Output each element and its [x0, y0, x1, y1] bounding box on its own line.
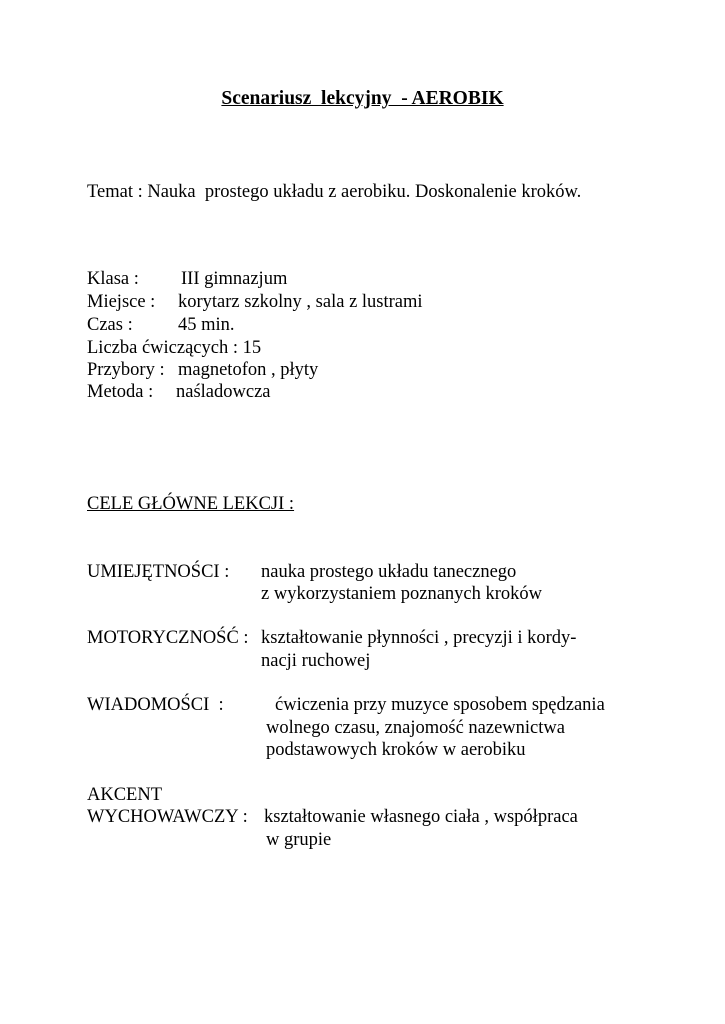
- motorycznosc-line-2: nacji ruchowej: [261, 651, 371, 671]
- akcent-line-2: w grupie: [266, 830, 332, 850]
- wiadomosci-line-1: ćwiczenia przy muzyce sposobem spędzania: [275, 695, 605, 715]
- czas-label: Czas :: [87, 315, 133, 335]
- motorycznosc-label: MOTORYCZNOŚĆ :: [87, 628, 249, 648]
- miejsce-value: korytarz szkolny , sala z lustrami: [178, 292, 423, 312]
- akcent-label-1: AKCENT: [87, 785, 163, 805]
- czas-value: 45 min.: [178, 315, 235, 335]
- akcent-label-2: WYCHOWAWCZY :: [87, 807, 248, 827]
- wiadomosci-line-3: podstawowych kroków w aerobiku: [266, 740, 526, 760]
- umiejetnosci-label: UMIEJĘTNOŚCI :: [87, 562, 230, 582]
- document-title: Scenariusz lekcyjny - AEROBIK: [221, 88, 504, 109]
- wiadomosci-line-2: wolnego czasu, znajomość nazewnictwa: [266, 718, 565, 738]
- akcent-line-1: kształtowanie własnego ciała , współpraca: [264, 807, 578, 827]
- liczba-cwiczacych: Liczba ćwiczących : 15: [87, 338, 262, 358]
- wiadomosci-label: WIADOMOŚCI :: [87, 695, 224, 715]
- metoda-value: naśladowcza: [176, 382, 271, 402]
- przybory-label: Przybory :: [87, 360, 165, 380]
- metoda-label: Metoda :: [87, 382, 154, 402]
- umiejetnosci-line-2: z wykorzystaniem poznanych kroków: [261, 584, 543, 604]
- przybory-value: magnetofon , płyty: [178, 360, 319, 380]
- klasa-value: III gimnazjum: [181, 269, 288, 289]
- miejsce-label: Miejsce :: [87, 292, 156, 312]
- motorycznosc-line-1: kształtowanie płynności , precyzji i kordy-: [261, 628, 577, 648]
- klasa-label: Klasa :: [87, 269, 139, 289]
- lesson-topic: Temat : Nauka prostego układu z aerobiku. Doskonalenie kroków.: [87, 182, 582, 202]
- goals-heading: CELE GŁÓWNE LEKCJI :: [87, 494, 295, 514]
- umiejetnosci-line-1: nauka prostego układu tanecznego: [261, 562, 517, 582]
